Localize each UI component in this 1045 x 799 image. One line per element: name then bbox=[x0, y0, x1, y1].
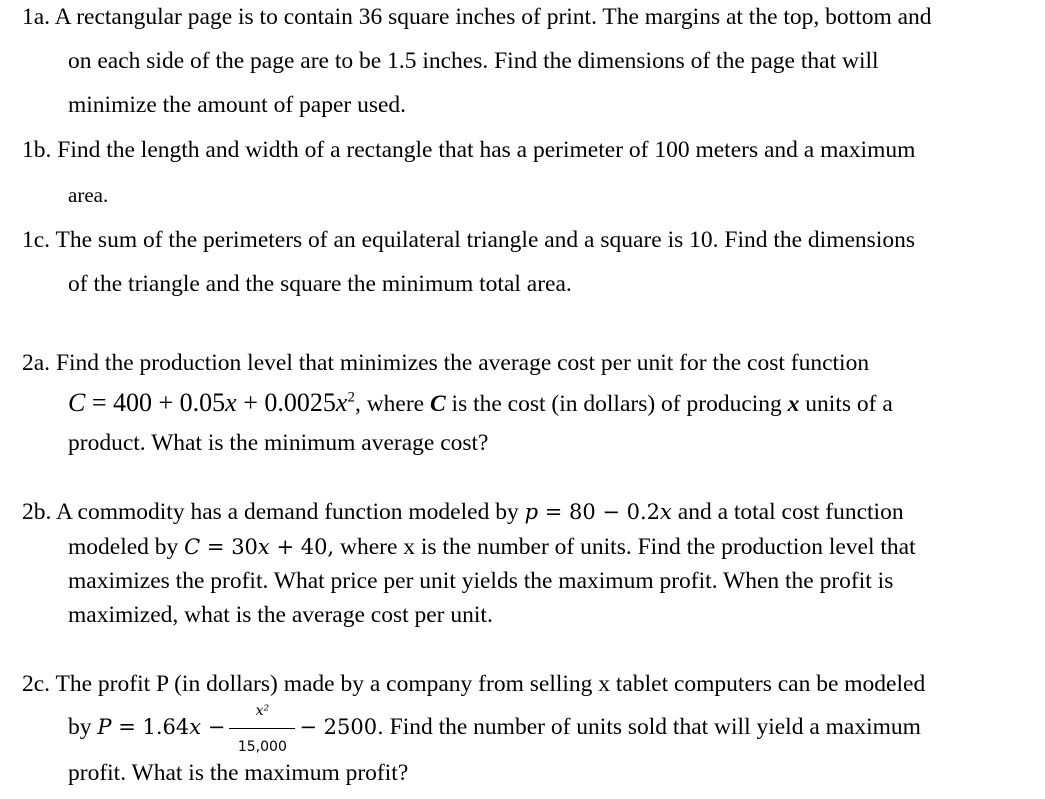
problem-1a-text-1: A rectangular page is to contain 36 square inches of print. The margins at the top, bottom and bbox=[54, 4, 932, 30]
problem-1a-label: 1a. bbox=[22, 4, 51, 30]
problem-2b-text-3: maximizes the profit. What price per unit yields the maximum profit. When the profit is bbox=[68, 568, 894, 594]
problem-2b-line-2: modeled by C = 30x + 40, where x is the number of units. Find the production level that bbox=[68, 534, 916, 560]
problem-1b-text-1: Find the length and width of a rectangle that has a perimeter of 100 meters and a maximum bbox=[57, 137, 916, 163]
problem-2c-line-2: by P = 1.64x − $\frac{\text{x²}}{15,000}$ − 2500. Find the number of units sold that will yield a maximum bbox=[68, 702, 921, 755]
cost-formula: $C = 400 + 0.05x + 0.0025x^2$ bbox=[68, 388, 355, 417]
fraction bbox=[229, 702, 295, 755]
problem-1a-text-3: minimize the amount of paper used. bbox=[68, 92, 407, 118]
problem-2a-line-1 bbox=[22, 352, 869, 376]
problem-1c-text-2: of the triangle and the square the minimum total area. bbox=[68, 271, 572, 297]
problem-2c-label: 2c. bbox=[22, 671, 51, 697]
problem-2a-text-3: product. What is the minimum average cost? bbox=[68, 430, 489, 456]
fraction-denominator: 15,000 bbox=[237, 738, 287, 755]
problem-1b-label: 1b. bbox=[22, 137, 52, 163]
problem-2a-formula-line: $C = 400 + 0.05x + 0.0025x^2$, where C is the cost (in dollars) of producing x units of a bbox=[68, 388, 893, 417]
problem-2a-label: 2a. bbox=[22, 350, 51, 376]
fraction-numerator: x² bbox=[255, 702, 270, 719]
problem-1c-label: 1c. bbox=[22, 227, 51, 253]
problem-2b-line-1: 2b. A commodity has a demand function modeled by p = 80 − 0.2x and a total cost function bbox=[22, 499, 904, 525]
problem-2b-text-4: maximized, what is the average cost per unit. bbox=[68, 602, 493, 628]
problem-2c-text-3: profit. What is the maximum profit? bbox=[68, 760, 409, 786]
problem-1c-line-1 bbox=[22, 229, 915, 253]
var-x: x bbox=[787, 391, 800, 417]
problem-2a-text-1: Find the production level that minimizes the average cost per unit for the cost function bbox=[55, 350, 870, 376]
problem-1a-line-1 bbox=[22, 6, 932, 30]
var-c: C bbox=[429, 391, 446, 417]
problem-1b-line-1 bbox=[22, 139, 915, 163]
problem-2c-line-1 bbox=[22, 673, 925, 697]
problem-1a-text-2: on each side of the page are to be 1.5 inches. Find the dimensions of the page that will bbox=[68, 48, 879, 74]
problem-2b-label: 2b. bbox=[22, 499, 52, 525]
problem-1b-text-2: area. bbox=[68, 183, 109, 207]
problem-1c-text-1: The sum of the perimeters of an equilateral triangle and a square is 10. Find the dimensions bbox=[55, 227, 915, 253]
problem-2c-text-1: The profit P (in dollars) made by a company from selling x tablet computers can be modeled bbox=[55, 671, 926, 697]
